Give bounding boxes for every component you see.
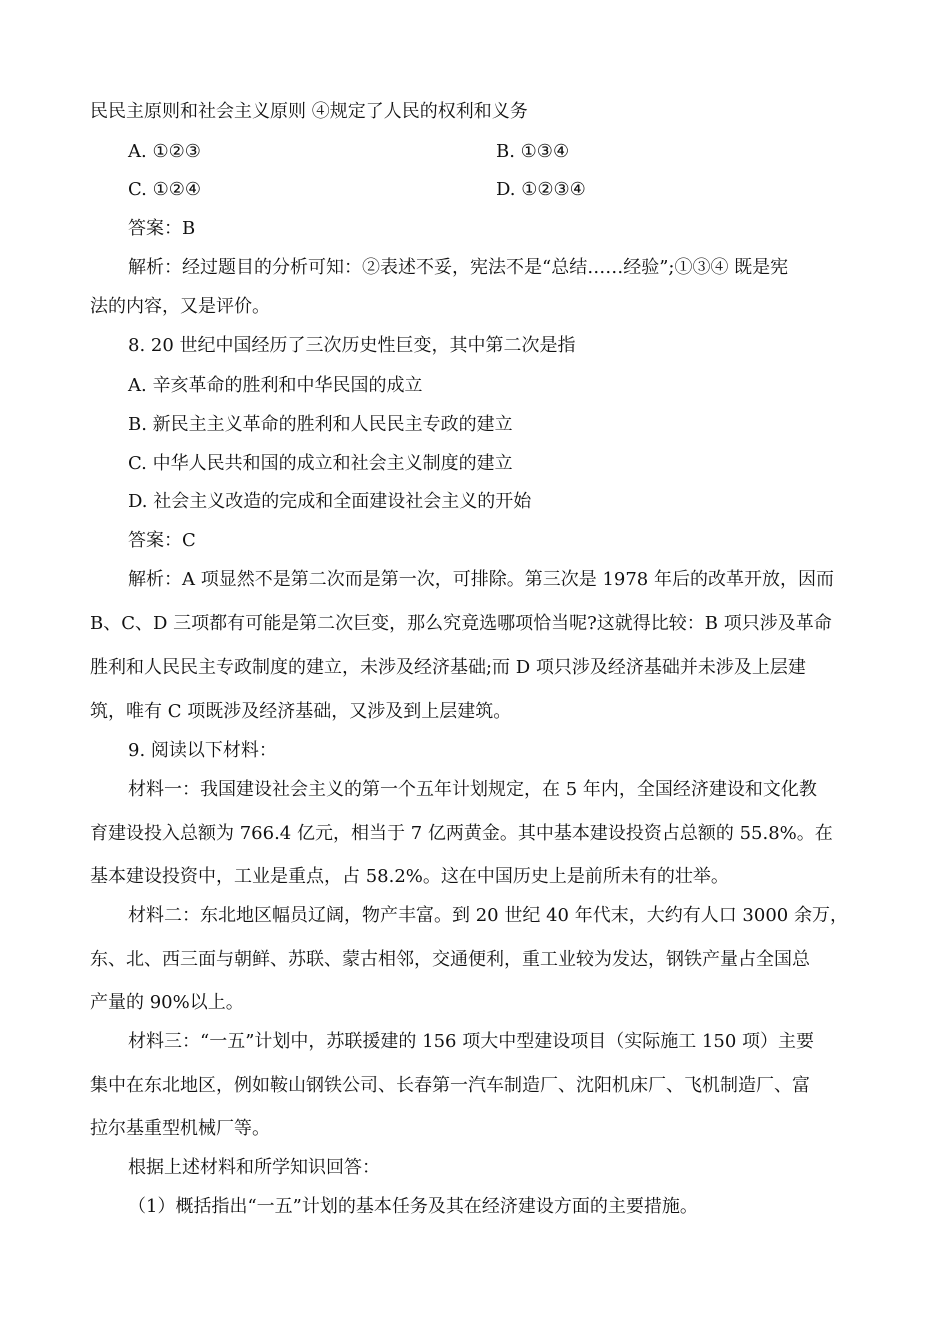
option-a: A. 辛亥革命的胜利和中华民国的成立 [128,375,423,396]
sub-question-1: （1）概括指出“一五”计划的基本任务及其在经济建设方面的主要措施。 [128,1196,698,1217]
option-b: B. ①③④ [496,141,570,162]
option-a: A. ①②③ [128,141,201,162]
question-8: 8. 20 世纪中国经历了三次历史性巨变，其中第二次是指 [128,335,576,356]
text-line: 育建设投入总额为 766.4 亿元，相当于 7 亿两黄金。其中基本建设投资占总额的 55.8%。在 [90,823,833,844]
text-line: 产量的 90%以上。 [90,992,244,1013]
text-line: 法的内容，又是评价。 [90,296,270,317]
text-line: 基本建设投资中，工业是重点，占 58.2%。这在中国历史上是前所未有的壮举。 [90,866,729,887]
text-line: 集中在东北地区，例如鞍山钢铁公司、长春第一汽车制造厂、沈阳机床厂、飞机制造厂、富 [90,1075,810,1096]
text-line: B、C、D 三项都有可能是第二次巨变，那么究竟选哪项恰当呢?这就得比较：B 项只涉及革命 [90,613,832,634]
option-d: D. 社会主义改造的完成和全面建设社会主义的开始 [128,491,532,512]
text-line: 胜利和人民民主专政制度的建立，未涉及经济基础;而 D 项只涉及经济基础并未涉及上层建 [90,657,806,678]
option-row [128,179,870,201]
material-2: 材料二：东北地区幅员辽阔，物产丰富。到 20 世纪 40 年代末，大约有人口 3000 余万， [128,905,848,926]
text-line: 民民主原则和社会主义原则 ④规定了人民的权利和义务 [90,101,528,122]
analysis-line: 解析：A 项显然不是第二次而是第一次，可排除。第三次是 1978 年后的改革开放，因而 [128,569,834,590]
option-row [128,141,870,163]
answer-line: 答案：B [128,218,196,239]
text-line: 筑，唯有 C 项既涉及经济基础，又涉及到上层建筑。 [90,701,512,722]
material-1: 材料一：我国建设社会主义的第一个五年计划规定，在 5 年内，全国经济建设和文化教 [128,779,817,800]
option-b: B. 新民主主义革命的胜利和人民民主专政的建立 [128,414,513,435]
option-c: C. 中华人民共和国的成立和社会主义制度的建立 [128,453,513,474]
text-line: 东、北、西三面与朝鲜、苏联、蒙古相邻，交通便利，重工业较为发达，钢铁产量占全国总 [90,949,810,970]
text-line: 拉尔基重型机械厂等。 [90,1118,270,1139]
question-9: 9. 阅读以下材料： [128,740,277,761]
option-c: C. ①②④ [128,179,201,200]
answer-line: 答案：C [128,530,196,551]
analysis-line: 解析：经过题目的分析可知：②表述不妥，宪法不是“总结……经验”;①③④ 既是宪 [128,257,789,278]
material-3: 材料三：“一五”计划中，苏联援建的 156 项大中型建设项目（实际施工 150 项）主要 [128,1031,815,1052]
instruction-line: 根据上述材料和所学知识回答： [128,1157,380,1178]
option-d: D. ①②③④ [496,179,586,200]
